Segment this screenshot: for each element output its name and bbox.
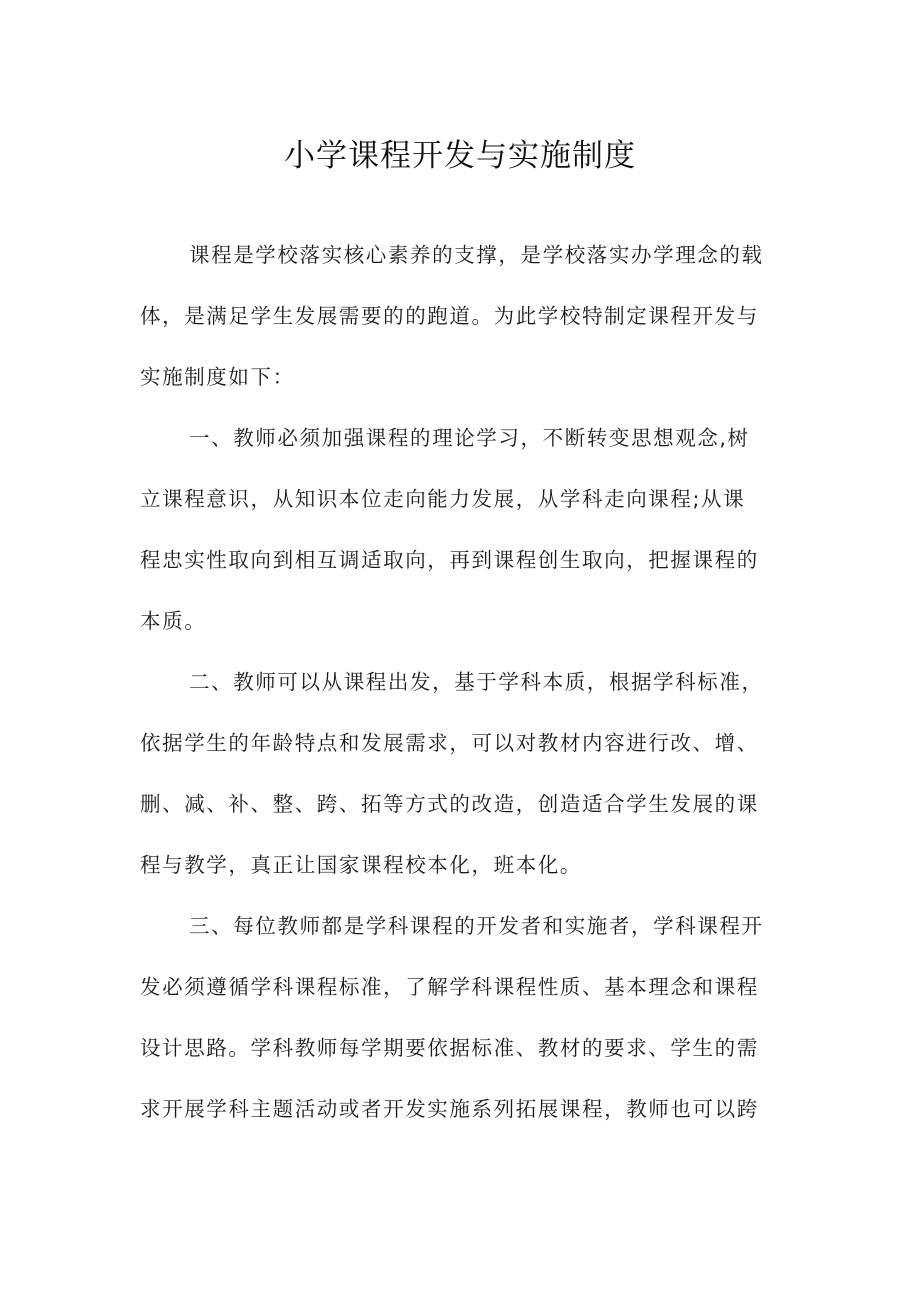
text-line: 三、每位教师都是学科课程的开发者和实施者，学科课程开 (189, 914, 764, 938)
text-line: 删、减、补、整、跨、拓等方式的改造，创造适合学生发展的课 (140, 792, 759, 816)
text-line: 体，是满足学生发展需要的的跑道。为此学校特制定课程开发与 (140, 304, 759, 328)
text-line: 实施制度如下： (140, 365, 295, 389)
text-line: 程与教学，真正让国家课程校本化，班本化。 (140, 853, 582, 877)
text-line: 本质。 (140, 609, 207, 633)
page-title: 小学课程开发与实施制度 (284, 138, 636, 174)
text-line: 依据学生的年龄特点和发展需求，可以对教材内容进行改、增、 (140, 731, 759, 755)
text-line: 程忠实性取向到相互调适取向，再到课程创生取向，把握课程的 (140, 548, 759, 572)
text-line: 一、教师必须加强课程的理论学习，不断转变思想观念,树 (189, 426, 750, 450)
text-line: 求开展学科主题活动或者开发实施系列拓展课程，教师也可以跨 (140, 1097, 759, 1121)
document-body (140, 233, 782, 1148)
text-line: 发必须遵循学科课程标准，了解学科课程性质、基本理念和课程 (140, 975, 759, 999)
text-line: 课程是学校落实核心素养的支撑，是学校落实办学理念的载 (189, 243, 764, 267)
text-line: 二、教师可以从课程出发，基于学科本质，根据学科标准， (189, 670, 764, 694)
text-line: 立课程意识，从知识本位走向能力发展，从学科走向课程;从课 (140, 487, 746, 511)
text-line: 设计思路。学科教师每学期要依据标准、教材的要求、学生的需 (140, 1036, 759, 1060)
